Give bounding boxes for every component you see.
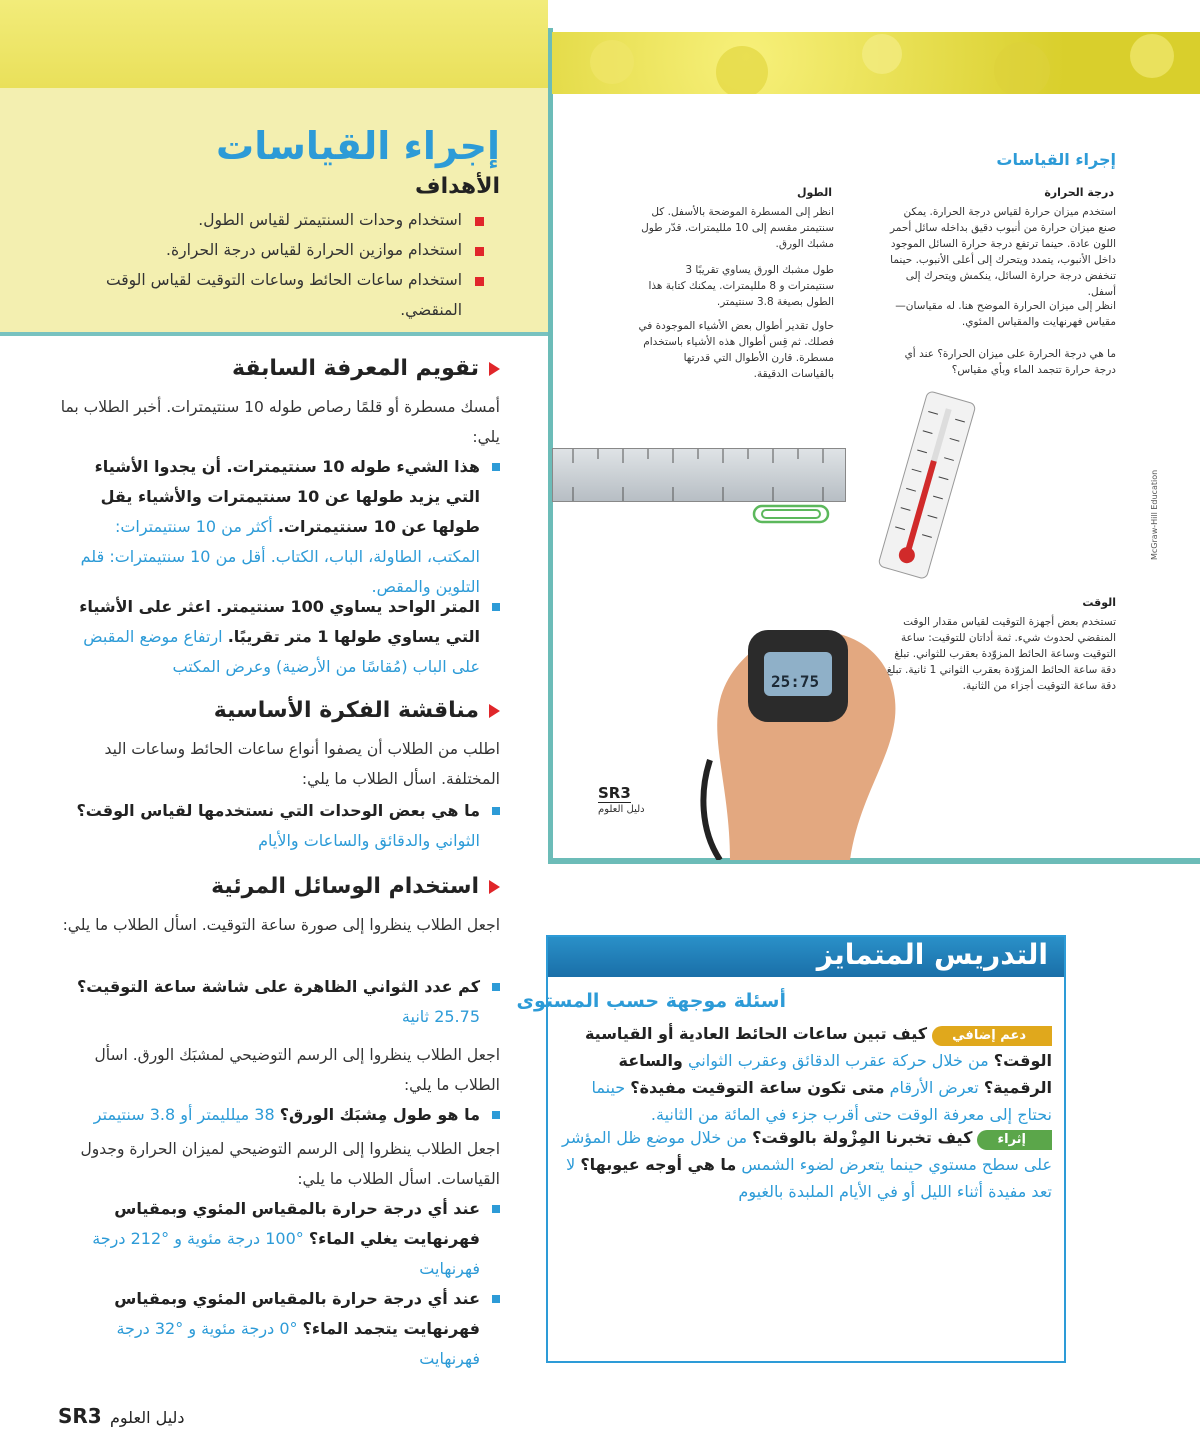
objectives-list [44, 205, 484, 325]
footer-label: دليل العلوم [110, 1408, 185, 1427]
ruler-image [552, 448, 846, 502]
triangle-bullet-icon [489, 704, 500, 718]
visuals-bullet-3: عند أي درجة حرارة بالمقياس المئوي وبمقياس فهرنهايت يغلي الماء؟ °100 درجة مئوية و °212 درجة فهرنهايت [60, 1194, 500, 1284]
temp-question-1: انظر إلى ميزان الحرارة الموضح هنا. له مقياسان—مقياس فهرنهايت والمقياس المئوي. [895, 300, 1116, 328]
triangle-bullet-icon [489, 362, 500, 376]
student-page-label: دليل العلوم [598, 804, 645, 815]
stopwatch-hand-image [690, 590, 900, 860]
differentiated-title: التدريس المتمايز [816, 938, 1048, 971]
copyright-text: McGraw-Hill Education [1150, 469, 1159, 560]
triangle-bullet-icon [489, 880, 500, 894]
length-activity: حاول تقدير أطوال بعض الأشياء الموجودة في فصلك. ثم قِس أطوال هذه الأشياء باستخدام مسطرة. قارن الأطوال التي قدرتها بالقياسات الدقيقة. [638, 320, 834, 380]
stopwatch-display: 25:75 [771, 672, 820, 691]
time-heading: الوقت [1082, 596, 1116, 609]
paper-clip-icon [752, 502, 832, 526]
top-yellow-band [0, 0, 548, 88]
student-page-banner [552, 32, 1200, 94]
prior-bullet-2: المتر الواحد يساوي 100 سنتيمتر. اعثر على الأشياء التي يساوي طولها 1 متر تقريبًا. ارتفاع موضع المقبض على الباب (مُقاسًا من الأرضية) وعرض المكتب [60, 592, 500, 682]
discuss-bullet-1: ما هي بعض الوحدات التي نستخدمها لقياس الوقت؟ الثواني والدقائق والساعات والأيام [60, 796, 500, 856]
temp-heading: درجة الحرارة [1044, 186, 1114, 199]
visuals-bullet-2: ما هو طول مِشبَك الورق؟ 38 ميلليمتر أو 3.8 سنتيمتر [60, 1100, 500, 1130]
prior-knowledge-heading: تقويم المعرفة السابقة [232, 356, 500, 381]
length-question-1: انظر إلى المسطرة الموضحة بالأسفل. كل سنتيمتر مقسم إلى 10 ملليمترات. قدّر طول مشبك الورق. [641, 206, 834, 250]
thermometer-icon [862, 390, 992, 580]
differentiated-enrichment: إثراء كيف تخبرنا المِزْولة بالوقت؟ من خلال موضع ظل المؤشر على سطح مستوي حينما يتعرض لضوء الشمس ما هي أوجه عيوبها؟ لا تعد مفيدة أثناء الليل أو في الأيام الملبدة بالغيوم [562, 1128, 1052, 1201]
length-question-2: طول مشبك الورق يساوي تقريبًا 3 سنتيمترات و 8 ملليمترات. يمكنك كتابة هذا الطول بصيغة 3.8 سنتيمتر. [648, 264, 834, 308]
objective-item: استخدام وحدات السنتيمتر لقياس الطول. [44, 205, 484, 235]
banner-bubbles [552, 32, 1200, 94]
visuals-intro-3: اجعل الطلاب ينظروا إلى الرسم التوضيحي لميزان الحرارة وجدول القياسات. اسأل الطلاب ما يلي: [80, 1140, 500, 1188]
temp-text: استخدم ميزان حرارة لقياس درجة الحرارة. يمكن صنع ميزان حرارة من أنبوب دقيق بداخله سائل أحمر اللون عادة. حينما ترتفع درجة حرارة السائل الموجود داخل الأنبوب، يتمدد ويتحرك إلى أعلى الأنبوب. حينما تنخفض درجة حرارة السائل، ينكمش ويتحرك إلى أسفل. [889, 206, 1116, 298]
ruler-ticks [553, 449, 845, 501]
visuals-heading: استخدام الوسائل المرئية [211, 874, 500, 899]
discuss-intro: اطلب من الطلاب أن يصفوا أنواع ساعات الحائط وساعات اليد المختلفة. اسأل الطلاب ما يلي: [104, 740, 500, 788]
objectives-heading: الأهداف [415, 174, 500, 199]
prior-bullet-1: هذا الشيء طوله 10 سنتيمترات. أن يجدوا الأشياء التي يزيد طولها عن 10 سنتيمترات والأشياء يقل طولها عن 10 سنتيمترات. أكثر من 10 سنتيمترات: المكتب، الطاولة، الباب، الكتاب. أقل من 10 سنتيمترات: قلم التلوين والمقص. [60, 452, 500, 602]
temp-question-2: ما هي درجة الحرارة على ميزان الحرارة؟ عند أي درجة حرارة تتجمد الماء وبأي مقياس؟ [904, 348, 1116, 376]
page-title: إجراء القياسات [216, 124, 500, 168]
approaching-level-tag: دعم إضافي [932, 1026, 1052, 1046]
differentiated-subtitle: أسئلة موجهة حسب المستوى [516, 990, 786, 1012]
footer-page-code: SR3 [58, 1404, 102, 1428]
objective-item: استخدام ساعات الحائط وساعات التوقيت لقياس الوقت المنقضي. [44, 265, 484, 325]
length-heading: الطول [796, 186, 832, 199]
visuals-intro-1: اجعل الطلاب ينظروا إلى صورة ساعة التوقيت. اسأل الطلاب ما يلي: [62, 916, 500, 934]
visuals-bullet-1: كم عدد الثواني الظاهرة على شاشة ساعة التوقيت؟ 25.75 ثانية [60, 972, 500, 1032]
objective-item: استخدام موازين الحرارة لقياس درجة الحرارة. [44, 235, 484, 265]
student-page-code: SR3 [598, 784, 631, 802]
differentiated-approaching: دعم إضافي كيف تبين ساعات الحائط العادية أو القياسية الوقت؟ من خلال حركة عقرب الدقائق وعقرب الثواني والساعة الرقمية؟ تعرض الأرقام متى تكون ساعة التوقيت مفيدة؟ حينما نحتاج إلى معرفة الوقت حتى أقرب جزء في المائة من الثانية. [584, 1024, 1052, 1124]
time-text: تستخدم بعض أجهزة التوقيت لقياس مقدار الوقت المنقضي لحدوث شيء. ثمة أداتان للتوقيت: ساعة التوقيت وساعة الحائط المزوّدة بعقرب للثواني. تبلغ دقة ساعة الحائط المزوّدة بعقرب الثواني 1 ثانية. تبلغ دقة ساعة التوقيت أجزاء من الثانية. [886, 616, 1116, 692]
visuals-bullet-4: عند أي درجة حرارة بالمقياس المئوي وبمقياس فهرنهايت يتجمد الماء؟ °0 درجة مئوية و °32 درجة فهرنهايت [60, 1284, 500, 1374]
discuss-heading: مناقشة الفكرة الأساسية [214, 698, 500, 723]
visuals-intro-2: اجعل الطلاب ينظروا إلى الرسم التوضيحي لمشبَك الورق. اسأل الطلاب ما يلي: [94, 1046, 500, 1094]
student-page-title: إجراء القياسات [996, 150, 1116, 169]
enrichment-tag: إثراء [977, 1130, 1052, 1150]
prior-intro: أمسك مسطرة أو قلمًا رصاص طوله 10 سنتيمترات. أخبر الطلاب بما يلي: [60, 398, 500, 446]
